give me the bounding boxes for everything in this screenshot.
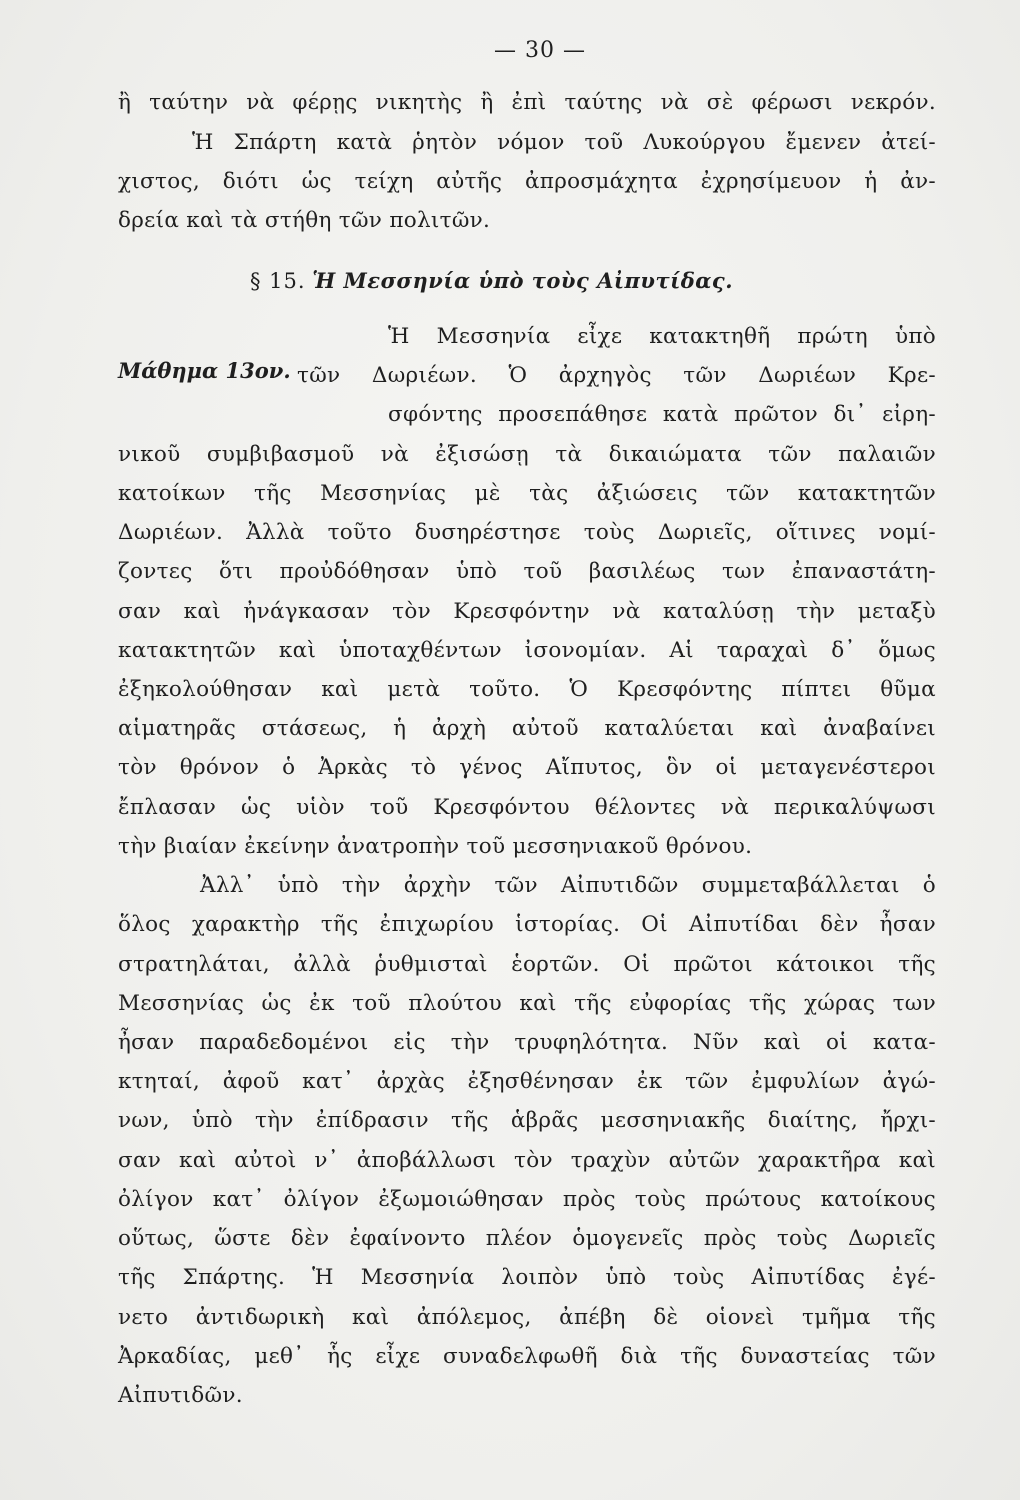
text-line: νετο ἀντιδωρικὴ καὶ ἀπόλεμος, ἀπέβη δὲ οἱονεὶ τμῆμα τῆς (118, 1305, 936, 1330)
section-title: Ἡ Μεσσηνία ὑπὸ τοὺς Αἰπυτίδας. (312, 268, 734, 293)
text-line: Δωριέων. Ἀλλὰ τοῦτο δυσηρέστησε τοὺς Δωριεῖς, οἵτινες νομί- (118, 520, 936, 545)
text-line: δρεία καὶ τὰ στήθη τῶν πολιτῶν. (118, 208, 491, 233)
text-line: τῶν Δωριέων. Ὁ ἀρχηγὸς τῶν Δωριέων Κρε- (297, 363, 936, 388)
text-line: τῆς Σπάρτης. Ἡ Μεσσηνία λοιπὸν ὑπὸ τοὺς Αἰπυτίδας ἐγέ- (118, 1265, 936, 1290)
text-line: Μεσσηνίας ὡς ἐκ τοῦ πλούτου καὶ τῆς εὐφορίας τῆς χώρας των (118, 991, 936, 1016)
text-line: στρατηλάται, ἀλλὰ ῥυθμισταὶ ἑορτῶν. Οἱ πρῶτοι κάτοικοι τῆς (118, 952, 936, 977)
text-line: Ἡ Σπάρτη κατὰ ῥητὸν νόμον τοῦ Λυκούργου ἔμενεν ἀτεί- (192, 130, 936, 155)
text-line: ἐξηκολούθησαν καὶ μετὰ τοῦτο. Ὁ Κρεσφόντης πίπτει θῦμα (118, 677, 936, 702)
section-number: § 15. (250, 269, 306, 293)
text-line: ἢ ταύτην νὰ φέρῃς νικητὴς ἢ ἐπὶ ταύτης νὰ σὲ φέρωσι νεκρόν. (118, 90, 936, 115)
text-line: Ἡ Μεσσηνία εἶχε κατακτηθῆ πρώτη ὑπὸ (388, 324, 936, 349)
text-line: ἔπλασαν ὡς υἱὸν τοῦ Κρεσφόντου θέλοντες νὰ περικαλύψωσι (118, 795, 936, 820)
text-line: ζοντες ὅτι προὐδόθησαν ὑπὸ τοῦ βασιλέως των ἐπαναστάτη- (118, 559, 936, 584)
text-line: ὅλος χαρακτὴρ τῆς ἐπιχωρίου ἱστορίας. Οἱ Αἰπυτίδαι δὲν ἦσαν (118, 912, 936, 937)
text-line: σαν καὶ αὐτοὶ ν᾽ ἀποβάλλωσι τὸν τραχὺν αὐτῶν χαρακτῆρα καὶ (118, 1148, 936, 1173)
section-heading (250, 268, 733, 293)
text-line: νων, ὑπὸ τὴν ἐπίδρασιν τῆς ἁβρᾶς μεσσηνιακῆς διαίτης, ἤρχι- (118, 1108, 936, 1133)
text-line: σαν καὶ ἠνάγκασαν τὸν Κρεσφόντην νὰ καταλύσῃ τὴν μεταξὺ (118, 599, 936, 624)
text-line: χιστος, διότι ὡς τείχη αὐτῆς ἀπροσμάχητα ἐχρησίμευον ἡ ἀν- (118, 169, 936, 194)
text-line: αἱματηρᾶς στάσεως, ἡ ἀρχὴ αὐτοῦ καταλύεται καὶ ἀναβαίνει (118, 716, 936, 741)
text-line: ἦσαν παραδεδομένοι εἰς τὴν τρυφηλότητα. Νῦν καὶ οἱ κατα- (118, 1030, 936, 1055)
text-line: οὕτως, ὥστε δὲν ἐφαίνοντο πλέον ὁμογενεῖς πρὸς τοὺς Δωριεῖς (118, 1226, 936, 1251)
text-line: νικοῦ συμβιβασμοῦ νὰ ἐξισώσῃ τὰ δικαιώματα τῶν παλαιῶν (118, 442, 936, 467)
page-number: — 30 — (494, 38, 586, 63)
text-line: κατακτητῶν καὶ ὑποταχθέντων ἰσονομίαν. Αἱ ταραχαὶ δ᾽ ὅμως (118, 638, 936, 663)
lesson-margin-note: Μάθημα 13ον. (118, 358, 291, 383)
text-line: Αἰπυτιδῶν. (118, 1383, 243, 1408)
text-line: κατοίκων τῆς Μεσσηνίας μὲ τὰς ἀξιώσεις τῶν κατακτητῶν (118, 481, 936, 506)
text-line: Ἀρκαδίας, μεθ᾽ ἧς εἶχε συναδελφωθῆ διὰ τῆς δυναστείας τῶν (118, 1344, 936, 1369)
text-line: τὸν θρόνον ὁ Ἀρκὰς τὸ γένος Αἴπυτος, ὃν οἱ μεταγενέστεροι (118, 755, 936, 780)
text-line: τὴν βιαίαν ἐκείνην ἀνατροπὴν τοῦ μεσσηνιακοῦ θρόνου. (118, 834, 753, 859)
text-line: κτηταί, ἀφοῦ κατ᾽ ἀρχὰς ἐξησθένησαν ἐκ τῶν ἐμφυλίων ἀγώ- (118, 1069, 936, 1094)
text-line: σφόντης προσεπάθησε κατὰ πρῶτον δι᾽ εἰρη- (388, 402, 936, 427)
text-line: Ἀλλ᾽ ὑπὸ τὴν ἀρχὴν τῶν Αἰπυτιδῶν συμμεταβάλλεται ὁ (200, 873, 936, 898)
text-line: ὀλίγον κατ᾽ ὀλίγον ἐξωμοιώθησαν πρὸς τοὺς πρώτους κατοίκους (118, 1187, 936, 1212)
